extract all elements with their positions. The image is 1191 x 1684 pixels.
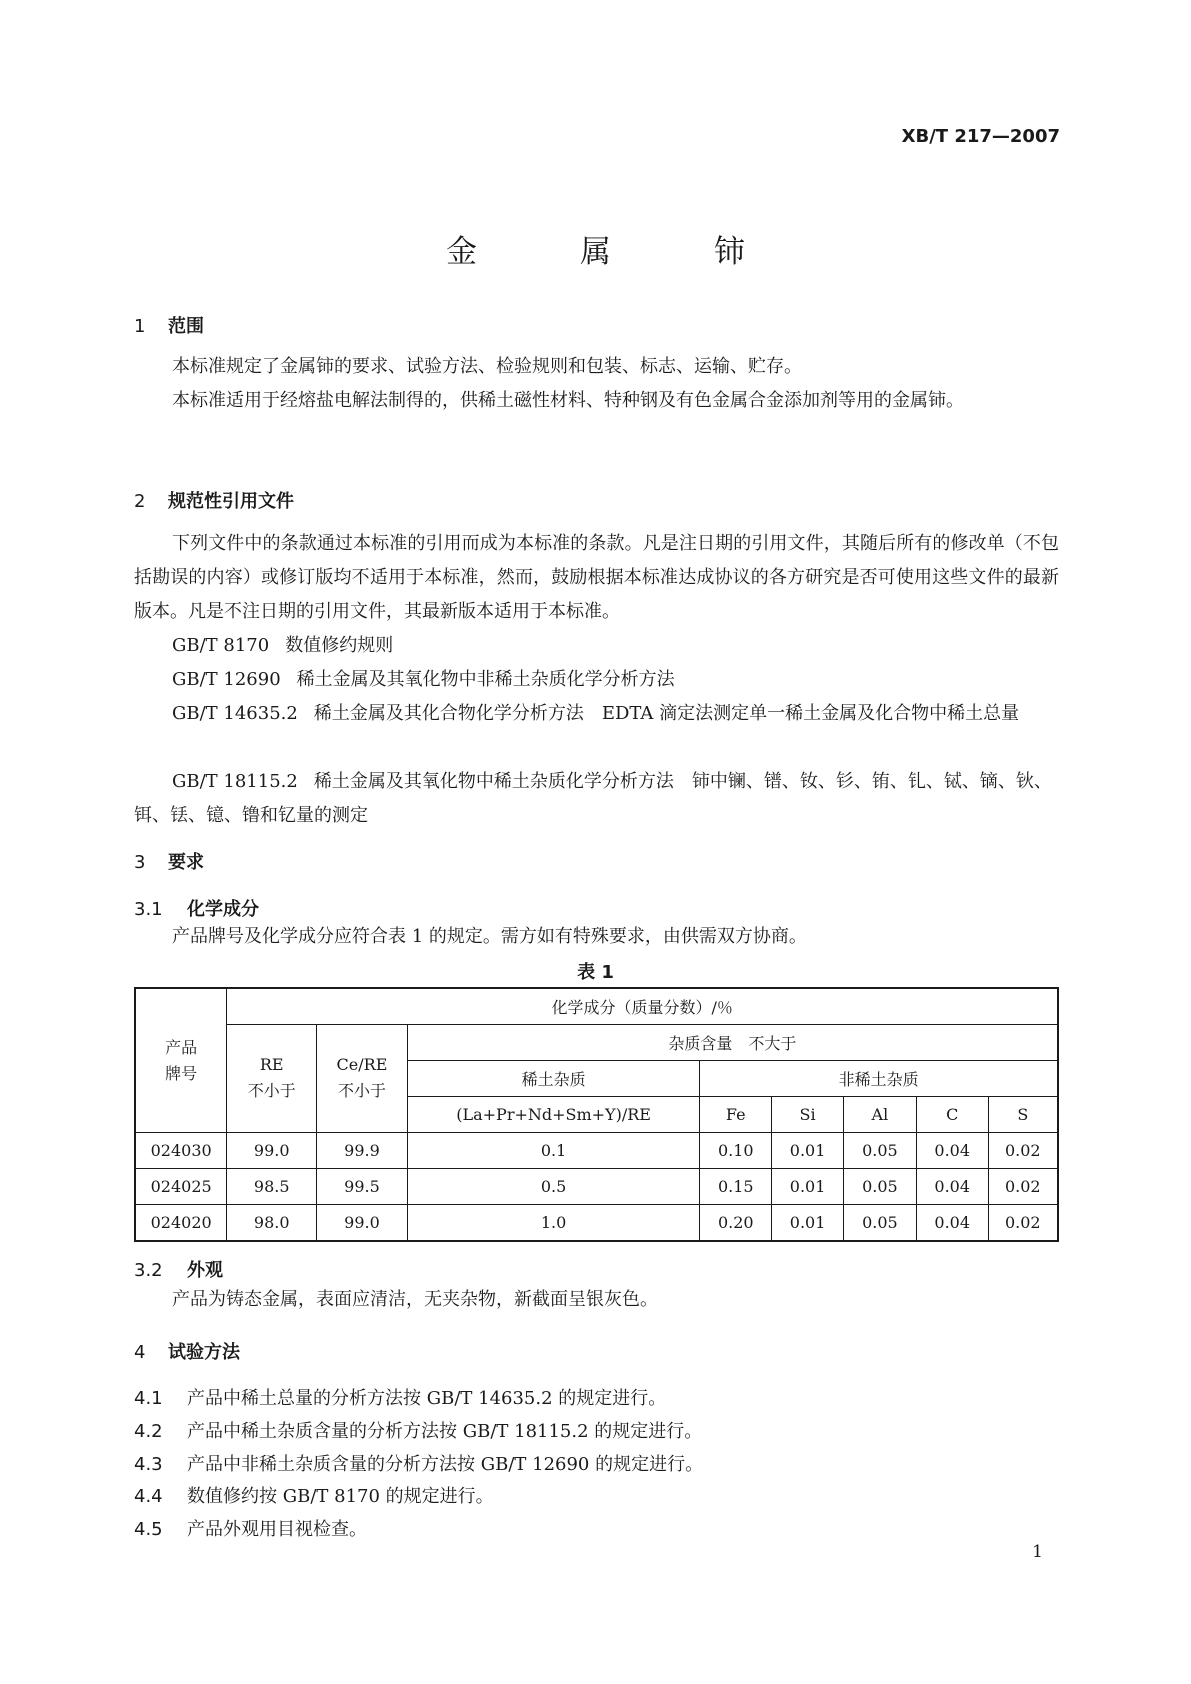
table-cell: 0.02 (988, 1133, 1058, 1169)
reference-title: 稀土金属及其氧化物中稀土杂质化学分析方法 铈中镧、镨、钕、钐、铕、钆、铽、镝、钬、铒、铥、镱、镥和钇量的测定 (134, 771, 1052, 826)
table-cell: 0.15 (700, 1169, 772, 1205)
reference-item (134, 697, 1059, 731)
clause-text: 产品中非稀土杂质含量的分析方法按 GB/T 12690 的规定进行。 (187, 1454, 704, 1475)
table-cell: 0.02 (988, 1205, 1058, 1241)
table-cell: 0.5 (407, 1169, 700, 1205)
table-row (135, 1205, 1058, 1241)
table-cell: 0.05 (843, 1169, 916, 1205)
section-title: 试验方法 (168, 1342, 240, 1363)
section-title: 规范性引用文件 (168, 491, 294, 512)
clause-text: 产品中稀土杂质含量的分析方法按 GB/T 18115.2 的规定进行。 (187, 1421, 703, 1442)
clause-item (134, 1515, 367, 1541)
clause-number: 4.2 (134, 1421, 163, 1442)
header-c: C (916, 1096, 988, 1132)
clause-text: 数值修约按 GB/T 8170 的规定进行。 (187, 1486, 494, 1507)
table-header-row (135, 988, 1058, 1024)
reference-item (134, 629, 1059, 663)
header-re-impurity-formula: (La+Pr+Nd+Sm+Y)/RE (407, 1096, 700, 1132)
section-number: 2 (134, 491, 146, 512)
section-1-heading (134, 312, 204, 338)
table-cell: 0.10 (700, 1133, 772, 1169)
section-1-paragraph-2: 本标准适用于经熔盐电解法制得的，供稀土磁性材料、特种钢及有色金属合金添加剂等用的金属铈。 (172, 390, 964, 411)
table-cell: 0.05 (843, 1133, 916, 1169)
section-2-paragraph: 下列文件中的条款通过本标准的引用而成为本标准的条款。凡是注日期的引用文件，其随后所有的修改单（不包括勘误的内容）或修订版均不适用于本标准，然而，鼓励根据本标准达成协议的各方研究是否可使用这些文件的最新版本。凡是不注日期的引用文件，其最新版本适用于本标准。 (134, 533, 1059, 622)
subsection-number: 3.2 (134, 1260, 163, 1281)
subsection-3-2-text: 产品为铸态金属，表面应清洁，无夹杂物，新截面呈银灰色。 (172, 1289, 658, 1310)
section-title: 要求 (168, 852, 204, 873)
table-cell: 0.01 (772, 1133, 844, 1169)
section-number: 4 (134, 1342, 146, 1363)
table-row (135, 1169, 1058, 1205)
clause-number: 4.3 (134, 1454, 163, 1475)
header-product-grade: 产品 牌号 (135, 988, 227, 1133)
reference-code: GB/T 14635.2 (172, 703, 298, 724)
table-cell: 99.0 (227, 1133, 317, 1169)
section-1-paragraph-1: 本标准规定了金属铈的要求、试验方法、检验规则和包装、标志、运输、贮存。 (172, 356, 802, 377)
clause-text: 产品中稀土总量的分析方法按 GB/T 14635.2 的规定进行。 (187, 1388, 667, 1409)
header-al: Al (843, 1096, 916, 1132)
document-code: XB/T 217—2007 (901, 126, 1060, 147)
table-cell: 0.04 (916, 1205, 988, 1241)
section-number: 3 (134, 852, 146, 873)
table-row (135, 1133, 1058, 1169)
subsection-3-2-heading (134, 1256, 223, 1282)
table-header-row (135, 1024, 1058, 1060)
table-cell: 1.0 (407, 1205, 700, 1241)
table-cell: 0.20 (700, 1205, 772, 1241)
clause-number: 4.1 (134, 1388, 163, 1409)
reference-item (134, 663, 1059, 697)
clause-text: 产品外观用目视检查。 (187, 1519, 367, 1540)
clause-number: 4.4 (134, 1486, 163, 1507)
page-number: 1 (1032, 1542, 1043, 1562)
clause-item (134, 1384, 666, 1410)
header-re-impurity: 稀土杂质 (407, 1060, 700, 1096)
clause-item (134, 1450, 703, 1476)
header-non-re-impurity: 非稀土杂质 (700, 1060, 1058, 1096)
table-cell: 024020 (135, 1205, 227, 1241)
table-cell: 0.04 (916, 1169, 988, 1205)
table-caption: 表 1 (577, 962, 614, 983)
clause-item (134, 1417, 702, 1443)
subsection-title: 外观 (187, 1260, 223, 1281)
section-3-heading (134, 848, 204, 874)
table-cell: 99.5 (317, 1169, 408, 1205)
section-2-heading (134, 487, 294, 513)
section-title: 范围 (168, 316, 204, 337)
header-re: RE 不小于 (227, 1024, 317, 1132)
chemical-composition-table (134, 987, 1059, 1242)
header-composition: 化学成分（质量分数）/％ (227, 988, 1058, 1024)
reference-code: GB/T 8170 (172, 635, 270, 656)
subsection-3-1-heading (134, 895, 259, 921)
header-impurity: 杂质含量 不大于 (407, 1024, 1058, 1060)
table-cell: 98.0 (227, 1205, 317, 1241)
subsection-number: 3.1 (134, 899, 163, 920)
clause-item (134, 1482, 494, 1508)
reference-title: 数值修约规则 (285, 635, 394, 656)
section-number: 1 (134, 316, 146, 337)
table-cell: 0.1 (407, 1133, 700, 1169)
clause-number: 4.5 (134, 1519, 163, 1540)
table-cell: 024025 (135, 1169, 227, 1205)
subsection-title: 化学成分 (187, 899, 259, 920)
table-cell: 99.9 (317, 1133, 408, 1169)
reference-code: GB/T 18115.2 (172, 771, 298, 792)
table-cell: 0.04 (916, 1133, 988, 1169)
table-cell: 024030 (135, 1133, 227, 1169)
table-cell: 0.01 (772, 1169, 844, 1205)
header-ce-re: Ce/RE 不小于 (317, 1024, 408, 1132)
reference-item (134, 765, 1059, 833)
table-cell: 0.05 (843, 1205, 916, 1241)
subsection-3-1-text: 产品牌号及化学成分应符合表 1 的规定。需方如有特殊要求，由供需双方协商。 (172, 926, 807, 947)
table-cell: 99.0 (317, 1205, 408, 1241)
document-title: 金 属 铈 (446, 234, 781, 270)
reference-title: 稀土金属及其化合物化学分析方法 EDTA 滴定法测定单一稀土金属及化合物中稀土总量 (313, 703, 1020, 724)
header-si: Si (772, 1096, 844, 1132)
table-cell: 0.01 (772, 1205, 844, 1241)
header-fe: Fe (700, 1096, 772, 1132)
section-4-heading (134, 1338, 240, 1364)
reference-title: 稀土金属及其氧化物中非稀土杂质化学分析方法 (296, 669, 675, 690)
header-s: S (988, 1096, 1058, 1132)
reference-code: GB/T 12690 (172, 669, 281, 690)
table-cell: 98.5 (227, 1169, 317, 1205)
table-cell: 0.02 (988, 1169, 1058, 1205)
